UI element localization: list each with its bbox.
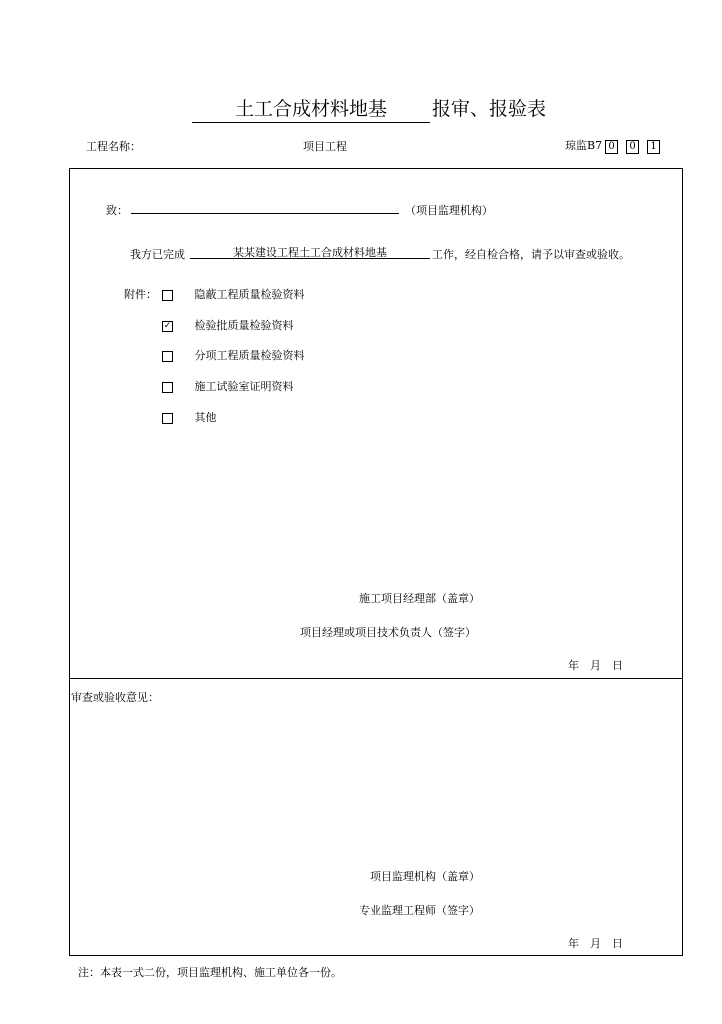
attachment-item[interactable] [162, 409, 217, 425]
form-title-subject: 土工合成材料地基 [192, 96, 430, 123]
footer-note: 注：本表一式二份，项目监理机构、施工单位各一份。 [78, 966, 342, 979]
attachments-label: 附件： [124, 288, 157, 301]
manager-sign-label: 项目经理或项目技术负责人（签字） [300, 626, 476, 639]
form-code-prefix: 琼监B7 [565, 139, 603, 152]
dept-stamp-label: 施工项目经理部（盖章） [359, 592, 480, 605]
completed-work-field[interactable]: 某某建设工程土工合成材料地基 [190, 244, 430, 259]
opinion-label: 审查或验收意见： [71, 691, 159, 704]
attachment-label: 检验批质量检验资料 [194, 319, 294, 332]
checkbox-unchecked[interactable] [162, 413, 173, 424]
project-name-label: 工程名称： [86, 140, 141, 153]
to-recipient-field[interactable] [131, 200, 399, 214]
date-label: 年 月 日 [568, 659, 623, 672]
to-label: 致： [106, 204, 128, 217]
project-name-value: 项目工程 [303, 140, 347, 153]
date-label: 年 月 日 [568, 937, 623, 950]
form-code-digit-1: 0 [605, 140, 618, 154]
form-code [565, 137, 660, 154]
checkbox-unchecked[interactable] [162, 290, 173, 301]
completed-prefix: 我方已完成 [130, 248, 185, 261]
completed-suffix: 工作，经自检合格，请予以审查或验收。 [432, 248, 630, 261]
attachment-label: 隐蔽工程质量检验资料 [194, 288, 305, 301]
checkbox-unchecked[interactable] [162, 351, 173, 362]
org-stamp-label: 项目监理机构（盖章） [370, 870, 480, 883]
checkbox-checked[interactable]: ✓ [163, 320, 172, 331]
attachment-item[interactable] [162, 378, 294, 394]
to-suffix: （项目监理机构） [405, 204, 493, 217]
attachment-item[interactable] [162, 286, 305, 302]
attachment-item[interactable] [162, 317, 294, 333]
attachment-label: 施工试验室证明资料 [194, 380, 294, 393]
checkbox-unchecked[interactable] [162, 382, 173, 393]
attachment-label: 分项工程质量检验资料 [194, 349, 305, 362]
engineer-sign-label: 专业监理工程师（签字） [359, 904, 480, 917]
attachment-item[interactable] [162, 347, 305, 363]
form-code-digit-3: 1 [647, 140, 660, 154]
form-code-digit-2: 0 [626, 140, 639, 154]
attachment-label: 其他 [194, 411, 217, 424]
form-title: 报审、报验表 [432, 98, 547, 120]
